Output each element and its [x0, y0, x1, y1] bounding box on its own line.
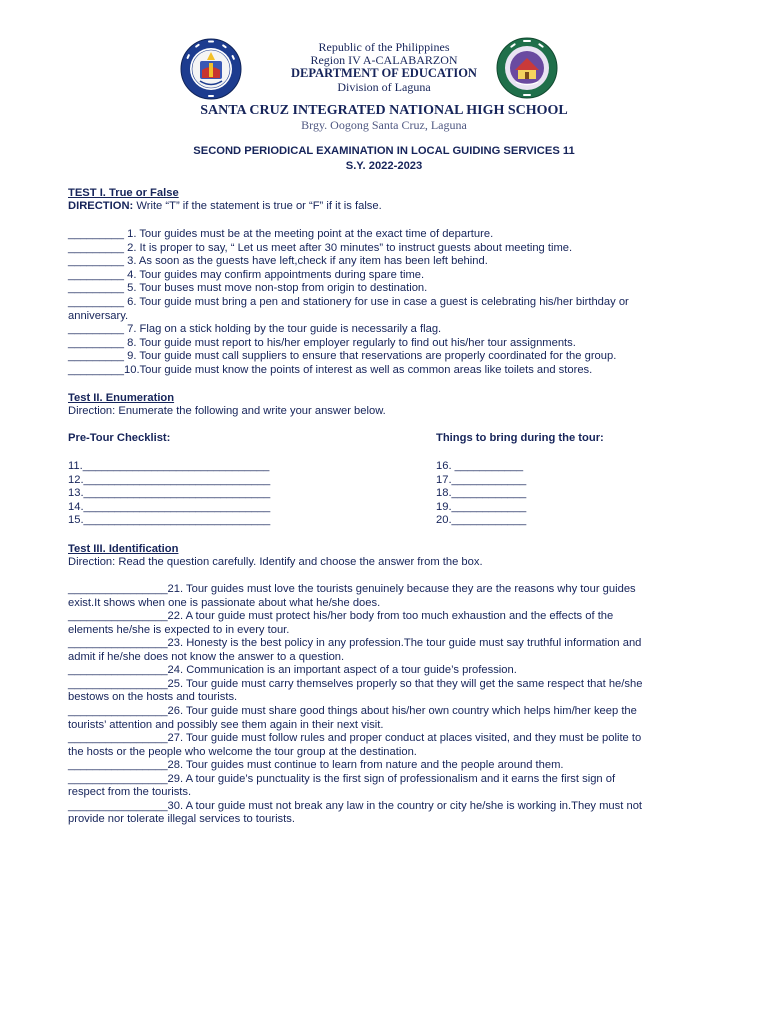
identification-line: ________________30. A tour guide must not break any law in the country or city he/she is working in.They must not [68, 799, 643, 812]
checklist-answer-line[interactable]: 11.______________________________ [68, 460, 270, 472]
test1-item [68, 228, 493, 241]
item-text: 9. Tour guide must call suppliers to ensure that reservations are properly coordinated for the group. [124, 350, 617, 363]
republic-line: Republic of the Philippines [318, 40, 450, 54]
test1-item [68, 337, 576, 350]
identification-line: ________________29. A tour guide’s punctuality is the first sign of professionalism and it earns the first sign of [68, 772, 616, 785]
division-line: Division of Laguna [337, 80, 431, 94]
things-to-bring-answer-line[interactable]: 18.____________ [436, 487, 527, 500]
exam-title: SECOND PERIODICAL EXAMINATION IN LOCAL GUIDING SERVICES 11 [193, 145, 575, 157]
identification-line: exist.It shows when one is passionate about what he/she does. [68, 596, 381, 609]
answer-blank[interactable]: _________ [68, 268, 124, 281]
answer-blank[interactable]: _________ [68, 323, 124, 336]
identification-line: ________________26. Tour guide must share good things about his/her own country which helps him/her keep the [68, 704, 637, 717]
test1-title: TEST I. True or False [68, 187, 179, 199]
answer-blank[interactable]: _________ [68, 228, 124, 240]
test2-direction: Direction: Enumerate the following and write your answer below. [68, 405, 386, 417]
school-address: Brgy. Oogong Santa Cruz, Laguna [301, 118, 467, 132]
identification-line: admit if he/she does not know the answer to a question. [68, 650, 345, 663]
checklist-answer-line[interactable]: 15.______________________________ [68, 514, 271, 527]
test3-title: Test III. Identification [68, 543, 179, 555]
identification-line: provide nor tolerate illegal services to tourists. [68, 813, 295, 826]
test2-col2-heading: Things to bring during the tour: [436, 432, 604, 444]
identification-line: ________________28. Tour guides must continue to learn from nature and the people around them. [68, 759, 564, 772]
test1-item [68, 269, 424, 282]
identification-line: ________________25. Tour guide must carry themselves properly so that they will get the same respect that he/she [68, 677, 643, 690]
identification-line: the hosts or the people who welcome the tour group at the destination. [68, 745, 417, 758]
test1-direction-label: DIRECTION: [68, 200, 134, 212]
department-line: DEPARTMENT OF EDUCATION [291, 66, 477, 80]
item-text: 1. Tour guides must be at the meeting point at the exact time of departure. [124, 228, 494, 240]
things-to-bring-answer-line[interactable]: 20.____________ [436, 514, 527, 527]
identification-line: respect from the tourists. [68, 786, 192, 799]
identification-line: ________________27. Tour guide must follow rules and proper conduct at places visited, and they must be polite to [68, 732, 642, 745]
identification-line: ________________21. Tour guides must love the tourists genuinely because they are the reasons why tour guides [68, 583, 636, 595]
identification-line: ________________22. A tour guide must protect his/her body from too much exhaustion and the effects of the [68, 610, 614, 623]
item-text: 6. Tour guide must bring a pen and stationery for use in case a guest is celebrating his/her birthday or [124, 296, 629, 308]
answer-blank[interactable]: _________ [68, 336, 124, 349]
item-text: 8. Tour guide must report to his/her employer regularly to find out his/her tour assignments. [124, 336, 576, 349]
test1-item [68, 242, 572, 255]
checklist-answer-line[interactable]: 13.______________________________ [68, 487, 271, 500]
answer-blank[interactable]: _________ [68, 350, 124, 363]
test1-direction [68, 200, 382, 213]
answer-blank[interactable]: _________ [68, 241, 124, 254]
item-text: 7. Flag on a stick holding by the tour guide is necessarily a flag. [124, 323, 442, 336]
test3-direction: Direction: Read the question carefully. Identify and choose the answer from the box. [68, 556, 483, 568]
test1-direction-text: Write “T” if the statement is true or “F” if it is false. [133, 200, 382, 212]
test1-item [68, 255, 488, 268]
test1-item [68, 282, 427, 295]
test2-title: Test II. Enumeration [68, 392, 175, 404]
identification-line: tourists’ attention and possibly see them again in their next visit. [68, 718, 384, 731]
item-text: 2. It is proper to say, “ Let us meet after 30 minutes” to instruct guests about meeting time. [124, 241, 573, 254]
identification-line: bestows on the hosts and tourists. [68, 691, 238, 704]
school-year: S.Y. 2022-2023 [345, 160, 423, 172]
school-name: SANTA CRUZ INTEGRATED NATIONAL HIGH SCHOOL [200, 103, 568, 118]
item-text: 10.Tour guide must know the points of interest as well as common areas like toilets and stores. [124, 364, 593, 376]
identification-line: ________________24. Communication is an important aspect of a tour guide’s profession. [68, 664, 517, 677]
region-line: Region IV A-CALABARZON [310, 53, 458, 67]
item-text: 5. Tour buses must move non-stop from origin to destination. [124, 282, 428, 295]
things-to-bring-answer-line[interactable]: 19.____________ [436, 500, 527, 513]
identification-line: elements he/she is expected to in every tour. [68, 623, 290, 636]
answer-blank[interactable]: _________ [68, 364, 124, 376]
item-text: 4. Tour guides may confirm appointments during spare time. [124, 268, 425, 281]
checklist-answer-line[interactable]: 14.______________________________ [68, 500, 271, 513]
things-to-bring-answer-line[interactable]: 17.____________ [436, 473, 527, 486]
answer-blank[interactable]: _________ [68, 282, 124, 295]
test1-item [68, 310, 128, 323]
things-to-bring-answer-line[interactable]: 16. ___________ [436, 460, 524, 472]
answer-blank[interactable]: _________ [68, 255, 124, 268]
test1-item [68, 323, 441, 336]
test2-col1-heading: Pre-Tour Checklist: [68, 432, 171, 444]
item-text: 3. As soon as the guests have left,check if any item has been left behind. [124, 255, 488, 268]
checklist-answer-line[interactable]: 12.______________________________ [68, 473, 271, 486]
answer-blank[interactable]: _________ [68, 296, 124, 308]
test1-item [68, 364, 592, 377]
test1-item [68, 350, 616, 363]
item-text: anniversary. [68, 309, 129, 322]
test1-item [68, 296, 629, 309]
identification-line: ________________23. Honesty is the best policy in any profession.The tour guide must say truthful information and [68, 637, 642, 650]
